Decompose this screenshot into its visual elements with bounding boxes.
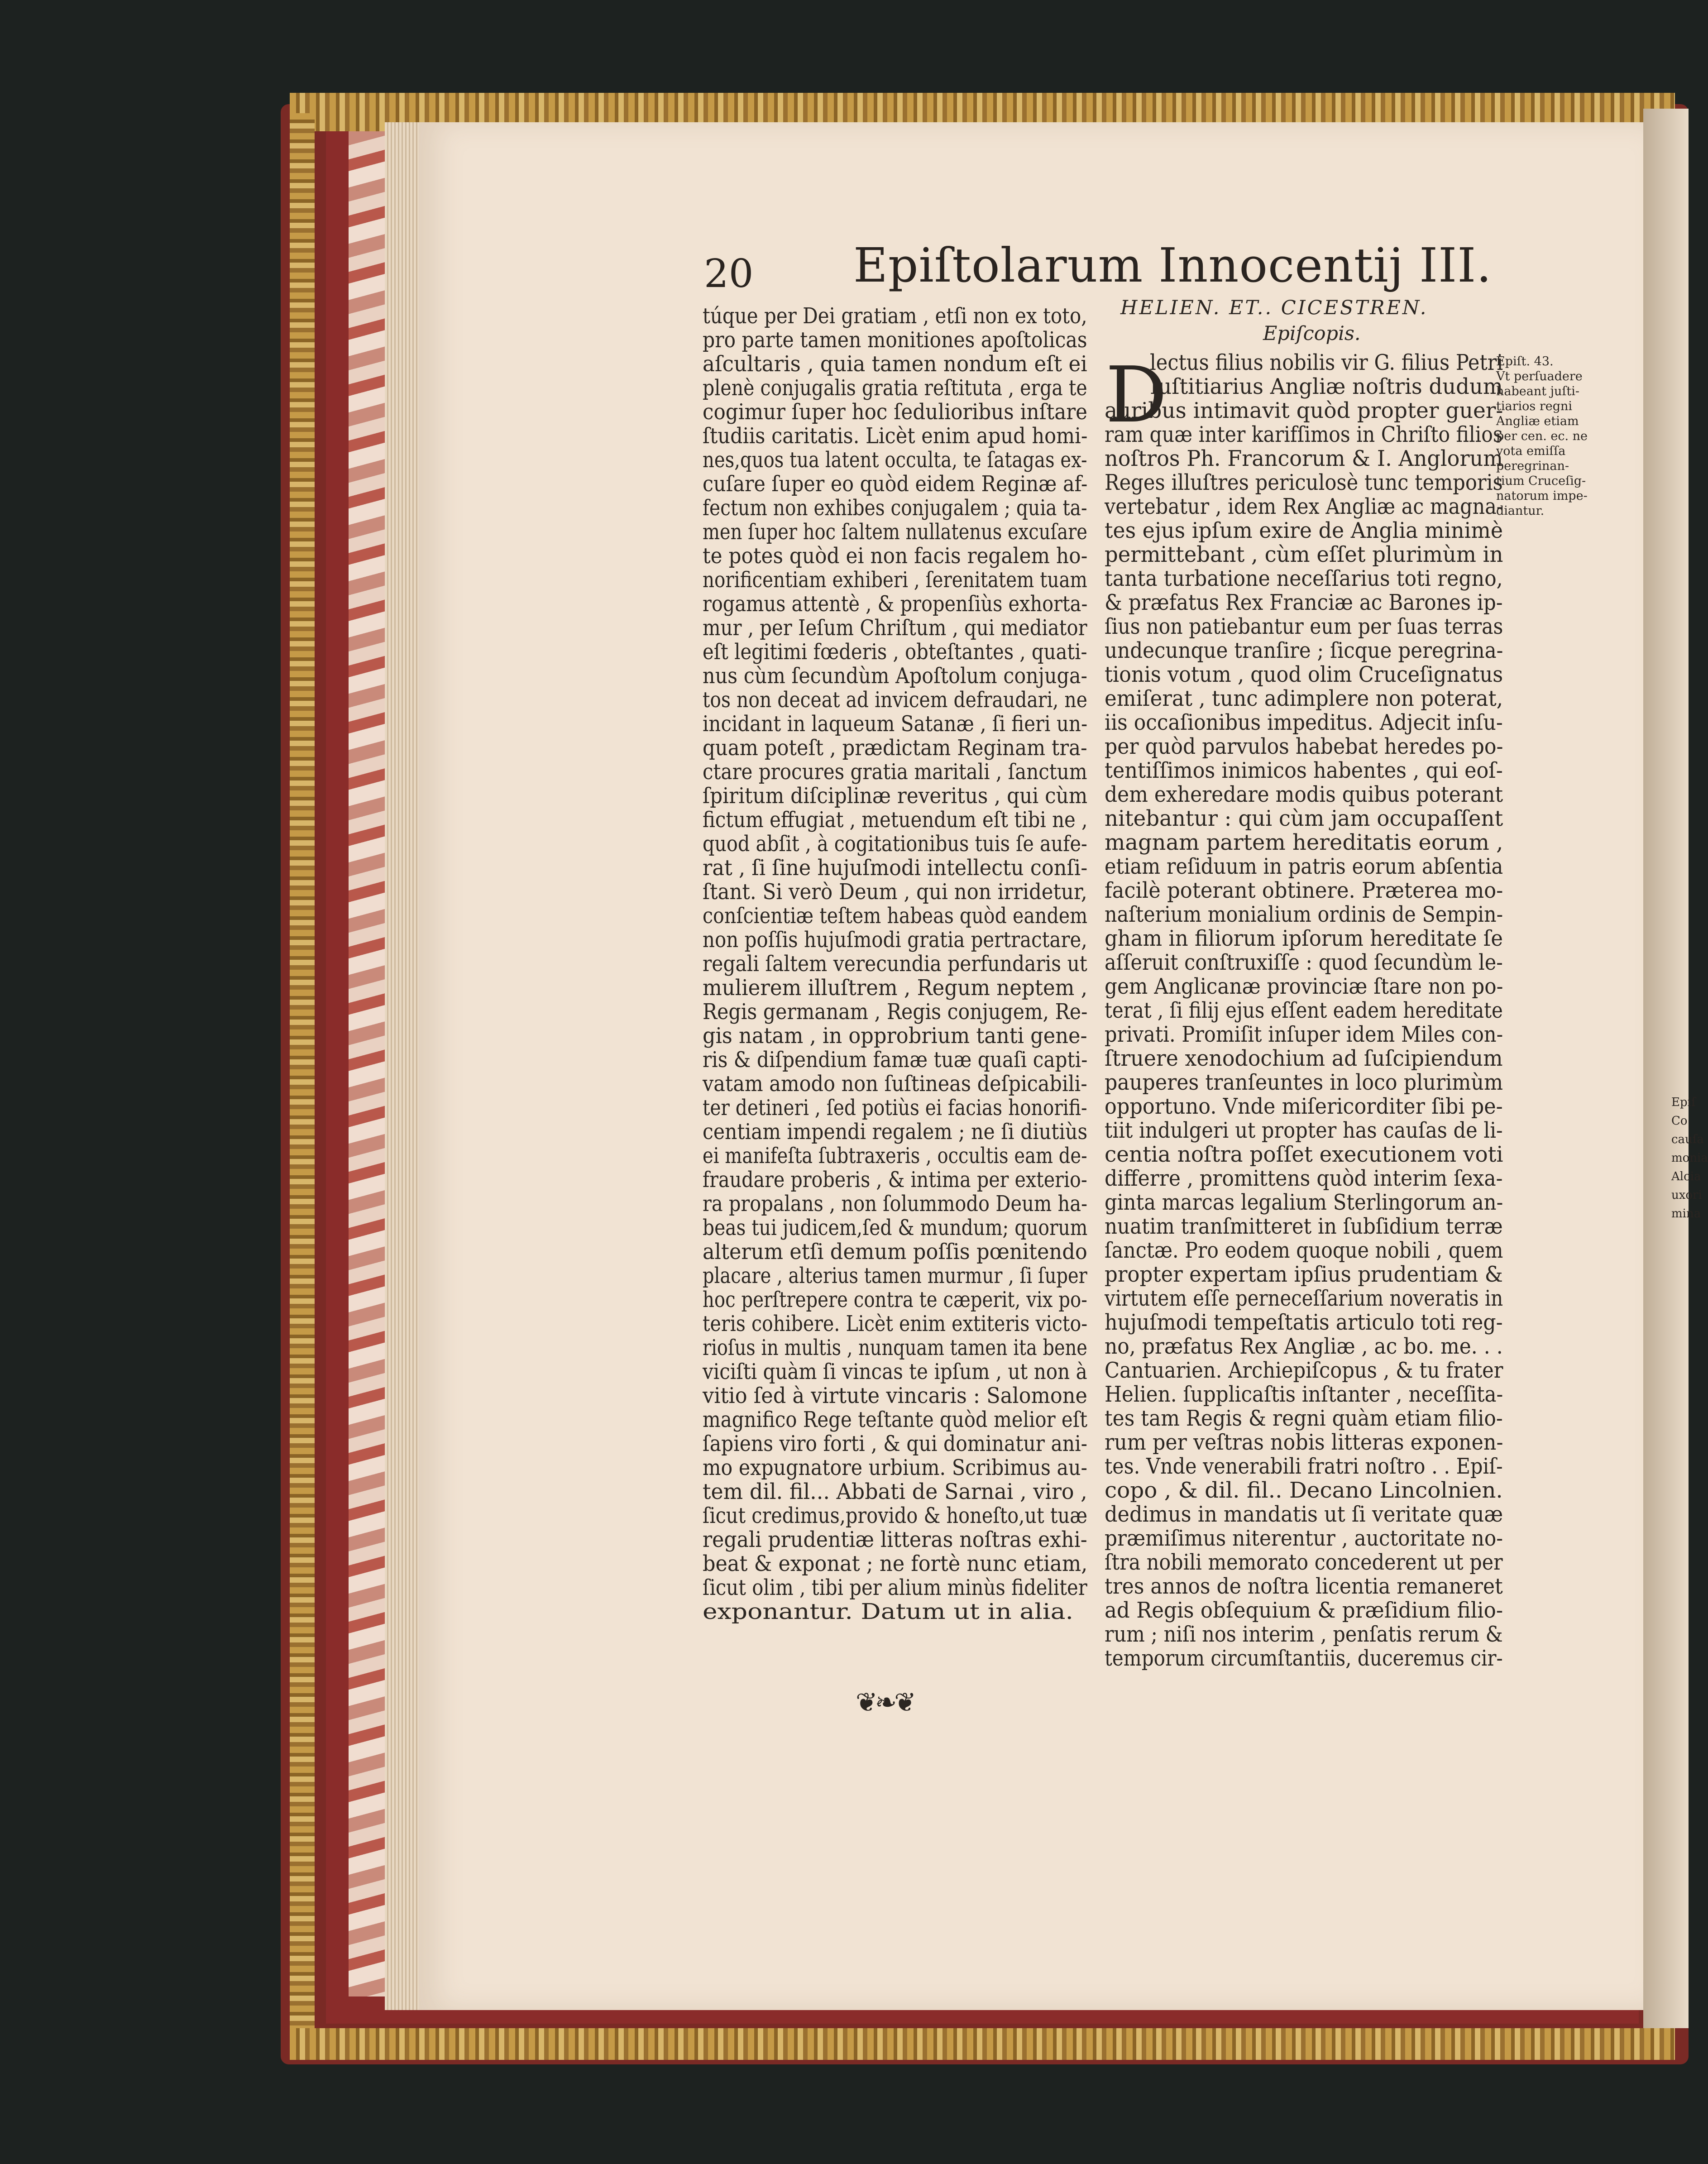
text-line: pauperes tranſeuntes in loco plurimùm <box>1105 1070 1503 1095</box>
text-line: ſius non patiebantur eum per ſuas terras <box>1105 614 1503 639</box>
text-line: nes,quos tua latent occulta, te ſatagas ex- <box>703 447 1087 473</box>
text-line: ſtra nobili memorato concederent ut per <box>1105 1550 1503 1575</box>
text-line: ſicut olim , tibi per alium minùs fideliter <box>703 1575 1087 1600</box>
text-line: no, præfatus Rex Angliæ , ac bo. me. . . <box>1105 1334 1503 1359</box>
text-line: tanta turbatione neceſſarius toti regno, <box>1105 566 1503 591</box>
text-line: hujuſmodi tempeſtatis articulo toti reg- <box>1105 1310 1503 1335</box>
facing-page-line: cauſa <box>1671 1133 1704 1146</box>
text-line: centiam impendi regalem ; ne ſi diutiùs <box>703 1119 1088 1144</box>
text-line: ginta marcas legalium Sterlingorum an- <box>1105 1190 1503 1215</box>
text-line: ad Regis obſequium & præſidium filio- <box>1105 1598 1503 1623</box>
text-line: iis occaſionibus impeditus. Adjecit inſu- <box>1105 710 1503 735</box>
text-line: cuſare ſuper eo quòd eidem Reginæ af- <box>703 471 1088 497</box>
text-line: rioſus in multis , nunquam tamen ita bene <box>703 1335 1087 1360</box>
text-line: noſtros Ph. Francorum & I. Anglorum <box>1105 446 1503 471</box>
left-text-column <box>703 304 1087 1624</box>
text-line: & præfatus Rex Franciæ ac Barones ip- <box>1105 590 1503 615</box>
text-line: vertebatur , idem Rex Angliæ ac magna- <box>1105 494 1503 519</box>
text-line: placare , alterius tamen murmur , ſi ſuper <box>703 1263 1087 1288</box>
text-line: dem exheredare modis quibus poterant <box>1105 782 1503 807</box>
text-line: naſterium monialium ordinis de Sempin- <box>1105 902 1503 927</box>
text-line: permittebant , cùm eſſet plurimùm in <box>1105 542 1503 567</box>
text-line: pro parte tamen monitiones apoſtolicas <box>703 327 1087 353</box>
text-line: gem Anglicanæ provinciæ ſtare non po- <box>1105 974 1503 999</box>
text-line: gham in filiorum ipſorum hereditate ſe <box>1105 926 1503 951</box>
text-line: lectus filius nobilis vir G. filius Petri <box>1150 350 1503 375</box>
text-line: teris cohibere. Licèt enim extiteris victo- <box>703 1311 1088 1336</box>
text-line: natorum impe- <box>1496 489 1588 503</box>
text-line: tionis votum , quod olim Cruceſignatus <box>1105 662 1503 687</box>
text-line: tos non deceat ad invicem defraudari, ne <box>703 687 1087 713</box>
text-line: te potes quòd ei non facis regalem ho- <box>703 543 1088 569</box>
text-line: mur , per Ieſum Chriſtum , qui mediator <box>703 615 1087 641</box>
text-line: non poſſis hujuſmodi gratia pertractare, <box>703 927 1087 953</box>
printer-ornament: ❦❧❦ <box>856 1687 914 1718</box>
margin-note <box>1496 354 1588 518</box>
text-line: regali ſaltem verecundia perfundaris ut <box>703 951 1087 977</box>
text-line: Reges illuſtres periculosè tunc temporis <box>1105 470 1503 495</box>
text-line: tiit indulgeri ut propter has cauſas de li- <box>1105 1118 1503 1143</box>
text-line: plenè conjugalis gratia reſtituta , erga te <box>703 375 1087 401</box>
text-line: nus cùm ſecundùm Apoſtolum conjuga- <box>703 663 1087 689</box>
text-line: differre , promittens quòd interim ſexa- <box>1105 1166 1503 1191</box>
text-line: facilè poterant obtinere. Præterea mo- <box>1105 878 1503 903</box>
text-line: dedimus in mandatis ut ſi veritate quæ <box>1105 1502 1503 1527</box>
text-line: ctare procures gratia maritali , ſanctum <box>703 759 1087 785</box>
drop-cap: D <box>1105 350 1167 440</box>
text-line: ter detineri , ſed potiùs ei facias honorifi- <box>703 1095 1087 1120</box>
text-line: ſpiritum diſciplinæ reveritus , qui cùm <box>703 783 1088 809</box>
text-line: quod abſit , à cogitationibus tuis ſe aufe- <box>703 831 1087 857</box>
text-line: conſcientiæ teſtem habeas quòd eandem <box>703 903 1088 929</box>
text-line: regali prudentiæ litteras noſtras exhi- <box>703 1527 1087 1552</box>
text-line: Vt perſuadere <box>1496 369 1583 383</box>
text-line: virtutem eſſe perneceſſarium noveratis in <box>1105 1286 1503 1311</box>
text-line: ſtruere xenodochium ad ſuſcipiendum <box>1105 1046 1503 1071</box>
text-line: magnam partem hereditatis eorum , <box>1105 830 1503 855</box>
text-line: ſtudiis caritatis. Licèt enim apud homi- <box>703 423 1088 449</box>
gilt-border-bottom <box>290 2028 1675 2060</box>
text-line: tium Cruceſig- <box>1496 474 1586 488</box>
text-line: Regis germanam , Regis conjugem, Re- <box>703 999 1088 1025</box>
text-line: vitio ſed à virtute vincaris : Salomone <box>703 1383 1087 1408</box>
text-line: beat & exponat ; ne fortè nunc etiam, <box>703 1551 1088 1576</box>
text-line: diantur. <box>1496 504 1545 518</box>
text-line: emiſerat , tunc adimplere non poterat, <box>1105 686 1503 711</box>
facing-page-line: mina <box>1671 1207 1701 1221</box>
text-line: magnifico Rege teſtante quòd melior eſt <box>703 1407 1088 1432</box>
text-line: undecunque tranſire ; ſicque peregrina- <box>1105 638 1503 663</box>
text-line: vatam amodo non ſuſtineas deſpicabili- <box>703 1071 1087 1096</box>
text-line: habeant juſti- <box>1496 384 1580 398</box>
text-line: etiam reſiduum in patris eorum abſentia <box>1105 854 1503 879</box>
text-line: rogamus attentè , & propenſiùs exhorta- <box>703 591 1088 617</box>
letter-addressee-sub: Epiſcopis. <box>1263 322 1361 345</box>
letter-addressee: HELIEN. ET.. CICESTREN. <box>1120 297 1428 319</box>
text-line: Helien. ſupplicaſtis inſtanter , neceſſita- <box>1105 1382 1503 1407</box>
text-line: fictum effugiat , metuendum eſt tibi ne , <box>703 807 1088 833</box>
text-line: tes ejus ipſum exire de Anglia minimè <box>1105 518 1503 543</box>
text-line: exponantur. Datum ut in alia. <box>703 1599 1074 1624</box>
text-line: copo , & dil. fil.. Decano Lincolnien. <box>1105 1478 1503 1503</box>
text-line: præmiſimus niterentur , auctoritate no- <box>1105 1526 1503 1551</box>
text-line: beas tui judicem,ſed & mundum; quorum <box>703 1215 1088 1240</box>
text-line: fectum non exhibes conjugalem ; quia ta- <box>703 495 1087 521</box>
text-line: quam poteſt , prædictam Reginam tra- <box>703 735 1087 761</box>
text-line: norificentiam exhiberi , ſerenitatem tuam <box>703 567 1087 593</box>
text-line: tiarios regni <box>1496 399 1573 413</box>
text-line: temporum circumſtantiis, duceremus cir- <box>1105 1646 1503 1671</box>
text-line: auribus intimavit quòd propter guer- <box>1105 398 1503 423</box>
text-line: privati. Promiſit inſuper idem Miles con- <box>1105 1022 1503 1047</box>
text-line: nitebantur : qui cùm jam occupaſſent <box>1105 806 1503 831</box>
text-line: alterum etſi demum poſſis pœnitendo <box>703 1239 1087 1264</box>
text-line: ſapiens viro forti , & qui dominatur ani- <box>703 1431 1088 1456</box>
text-line: ram quæ inter karifſimos in Chriſto filios <box>1105 422 1503 447</box>
text-line: viciſti quàm ſi vincas te ipſum , ut non à <box>703 1359 1087 1384</box>
text-line: rat , ſi ſine hujuſmodi intellectu conſi- <box>703 855 1088 881</box>
text-line: opportuno. Vnde miſericorditer ſibi pe- <box>1105 1094 1503 1119</box>
text-line: propter expertam ipſius prudentiam & <box>1105 1262 1503 1287</box>
text-line: rum ; niſi nos interim , penſatis rerum & <box>1105 1622 1503 1647</box>
text-line: Iuſtitiarius Angliæ noſtris dudum <box>1150 374 1503 399</box>
text-line: gis natam , in opprobrium tanti gene- <box>703 1023 1087 1048</box>
facing-page-line: uxori <box>1671 1188 1702 1202</box>
text-line: túque per Dei gratiam , etſi non ex toto, <box>703 303 1087 329</box>
text-line: ei manifeſta ſubtraxeris , occultis eam de- <box>703 1143 1087 1168</box>
facing-page-line: Alcia <box>1671 1170 1701 1183</box>
facing-page-line: Epiſ <box>1671 1096 1696 1109</box>
text-line: Epiſt. 43. <box>1496 354 1554 369</box>
right-text-column <box>1105 351 1503 1671</box>
text-line: fraudare proberis , & intima per exterio- <box>703 1167 1087 1192</box>
text-line: nuatim tranſmitteret in ſubſidium terræ <box>1105 1214 1503 1239</box>
text-line: aſcultaris , quia tamen nondum eſt ei <box>703 351 1087 377</box>
text-line: hoc perſtrepere contra te cæperit, vix po- <box>703 1287 1087 1312</box>
text-line: Cantuarien. Archiepiſcopus , & tu frater <box>1105 1358 1503 1383</box>
facing-page-line: monia <box>1671 1151 1708 1165</box>
text-line: ſanctæ. Pro eodem quoque nobili , quem <box>1105 1238 1503 1263</box>
text-line: incidant in laqueum Satanæ , ſi fieri un- <box>703 711 1088 737</box>
text-line: tes tam Regis & regni quàm etiam filio- <box>1105 1406 1503 1431</box>
facing-page-line: Co <box>1671 1114 1688 1128</box>
text-line: mo expugnatore urbium. Scribimus au- <box>703 1455 1087 1480</box>
text-line: ris & diſpendium famæ tuæ quaſi capti- <box>703 1047 1088 1072</box>
text-line: cogimur ſuper hoc ſedulioribus inſtare <box>703 399 1087 425</box>
text-line: centia noſtra poſſet executionem voti <box>1105 1142 1503 1167</box>
gilt-border-left <box>290 113 315 2060</box>
text-line: eſt legitimi fœderis , obteſtantes , quati- <box>703 639 1087 665</box>
page-number: 20 <box>704 251 754 297</box>
text-line: tem dil. fil... Abbati de Sarnai , viro , <box>703 1479 1087 1504</box>
text-line: ra propalans , non ſolummodo Deum ha- <box>703 1191 1088 1216</box>
facing-page <box>1643 109 1689 2028</box>
text-line: men ſuper hoc ſaltem nullatenus excuſare <box>703 519 1087 545</box>
text-line: tentiſſimos inimicos habentes , qui eoſ- <box>1105 758 1503 783</box>
text-line: tres annos de noſtra licentia remaneret <box>1105 1574 1503 1599</box>
text-line: terat , ſi filij ejus eſſent eadem hereditate <box>1105 998 1503 1023</box>
text-line: aſſeruit conſtruxiſſe : quod ſecundùm le- <box>1105 950 1503 975</box>
text-line: ſicut credimus,provido & honeſto,ut tuæ <box>703 1503 1088 1528</box>
text-line: ſtant. Si verò Deum , qui non irridetur, <box>703 879 1087 905</box>
text-line: per quòd parvulos habebat heredes po- <box>1105 734 1503 759</box>
running-title: Epiſtolarum Innocentij III. <box>853 238 1492 293</box>
text-line: peregrinan- <box>1496 459 1569 473</box>
text-line: rum per veſtras nobis litteras exponen- <box>1105 1430 1503 1455</box>
text-line: mulierem illuſtrem , Regum neptem , <box>703 975 1088 1001</box>
text-line: Angliæ etiam <box>1496 414 1579 428</box>
text-line: tes. Vnde venerabili fratri noſtro . . Epiſ- <box>1105 1454 1503 1479</box>
text-line: vota emiſſa <box>1496 444 1566 458</box>
text-line: per cen. ec. ne <box>1496 429 1588 443</box>
